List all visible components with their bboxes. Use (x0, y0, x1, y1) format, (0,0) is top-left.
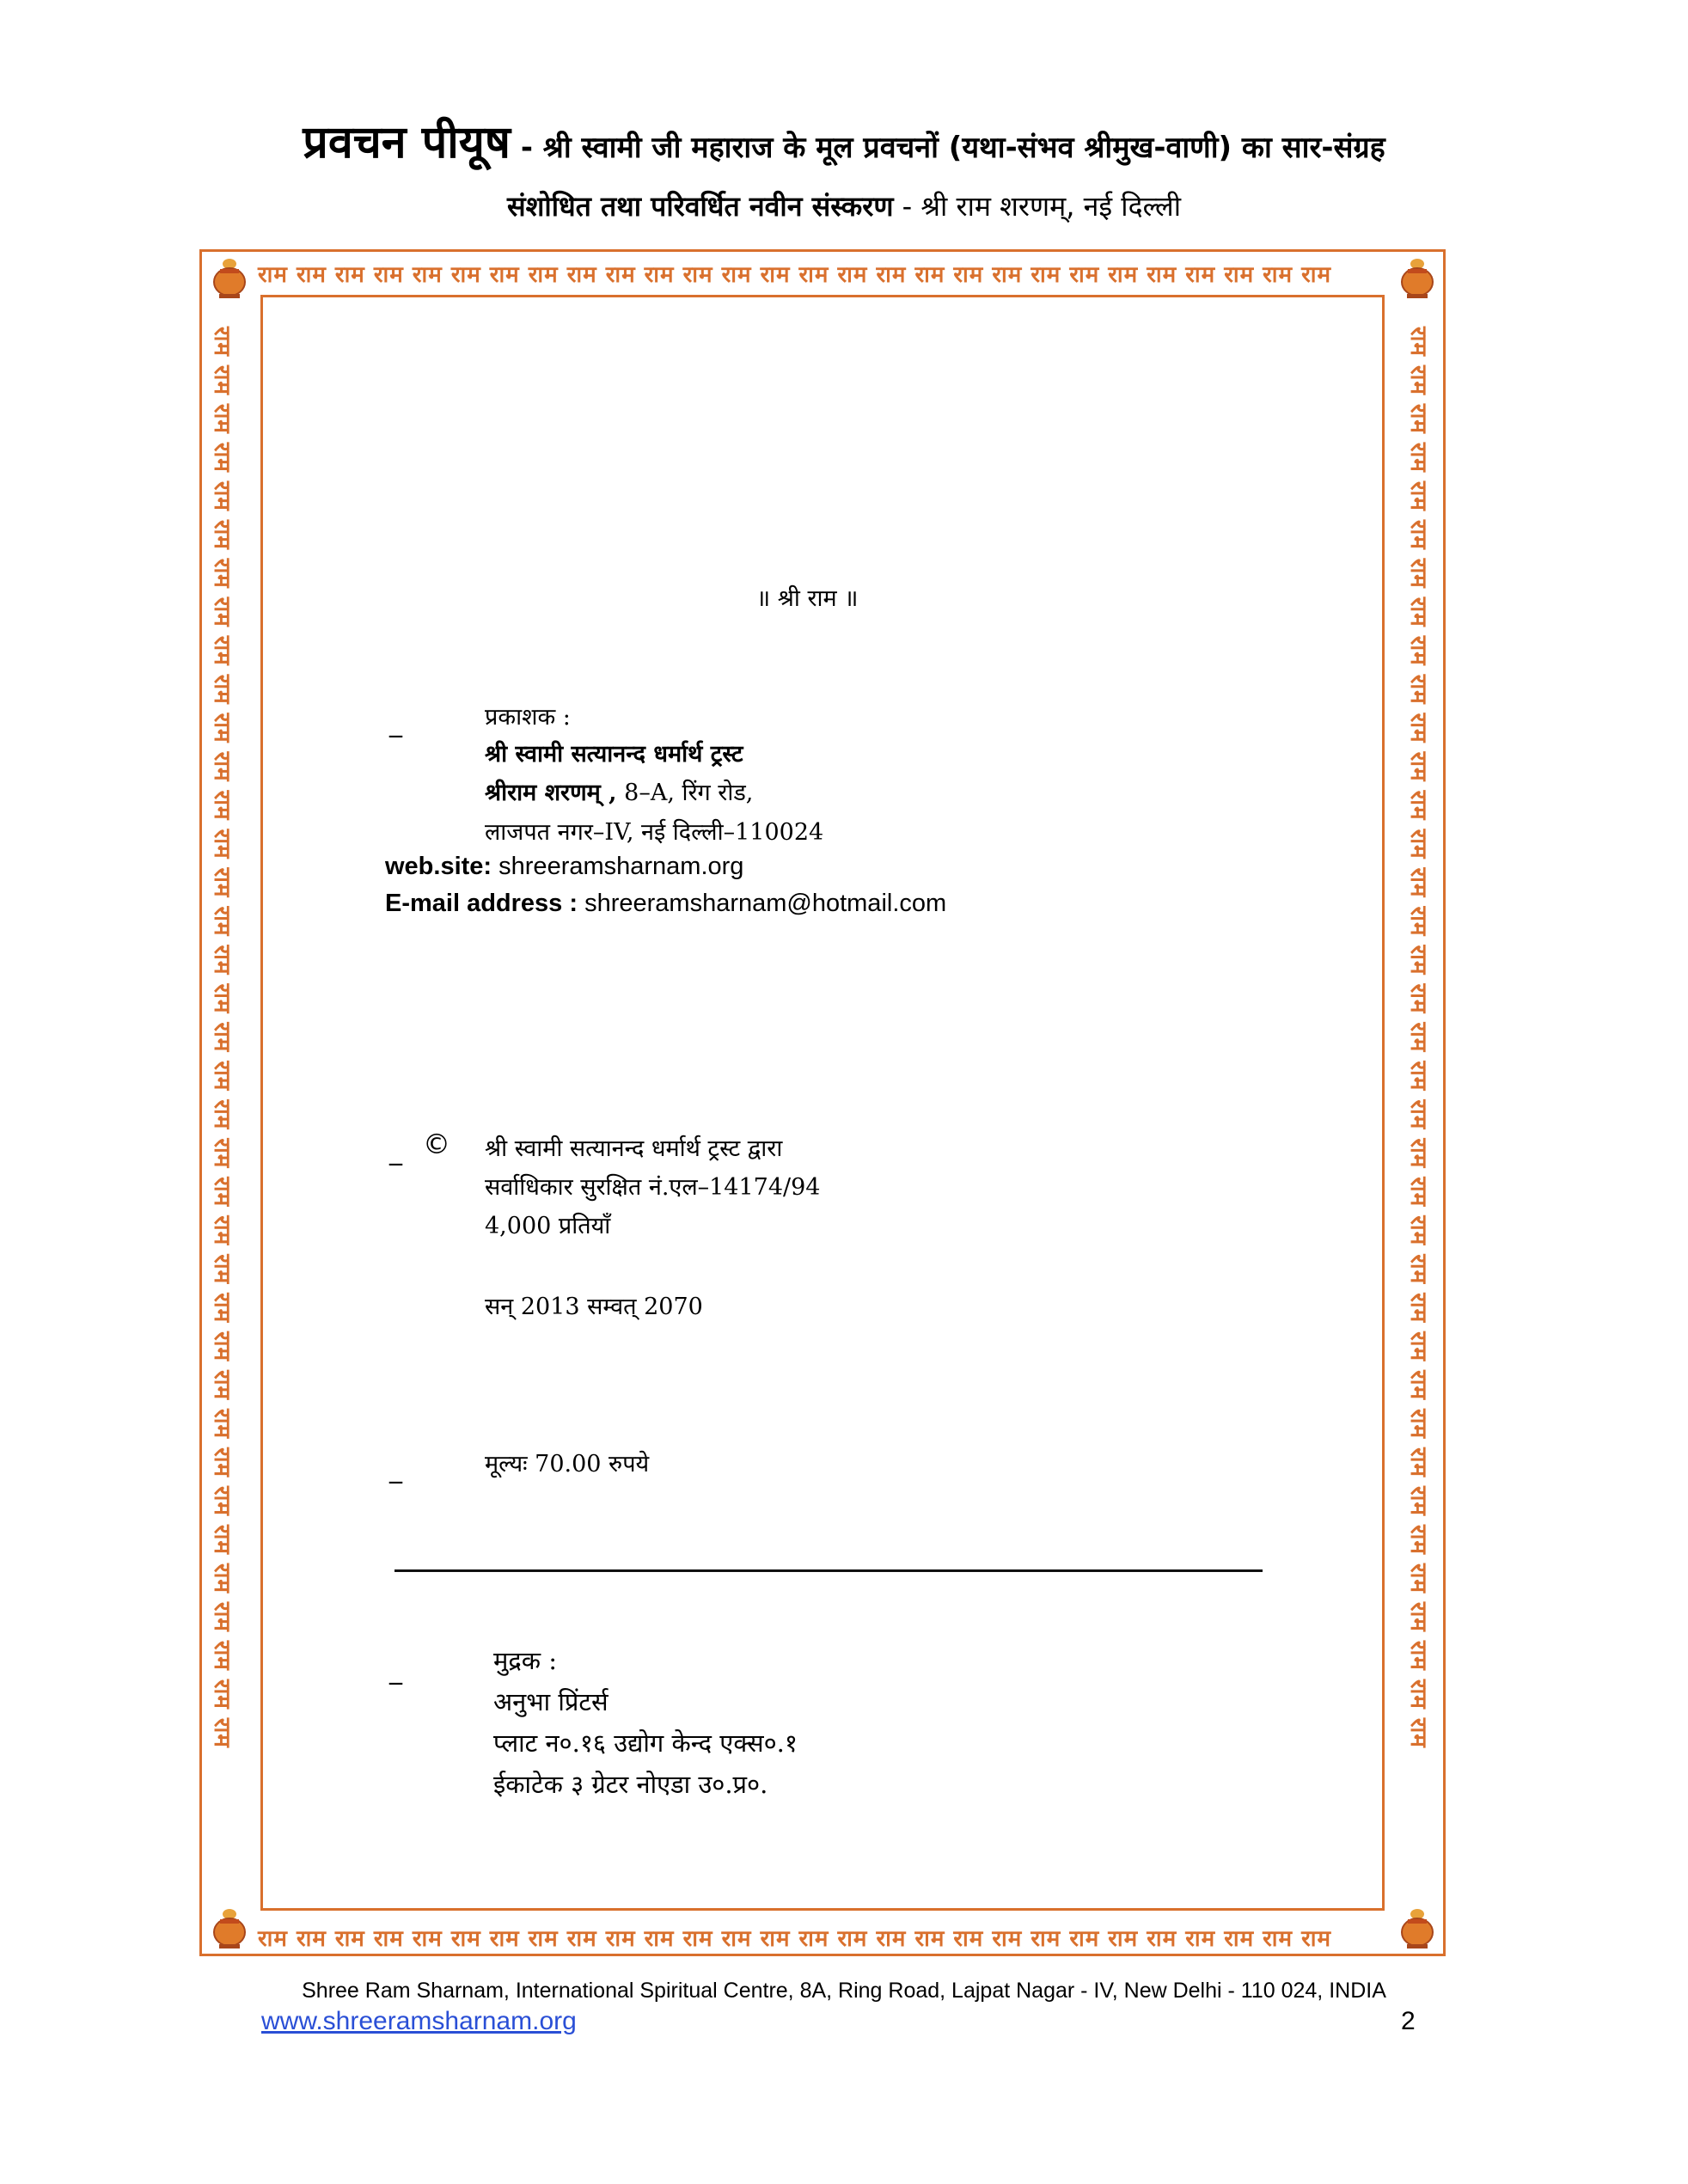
bullet-dash: _ (389, 708, 402, 738)
footer-website-link[interactable]: www.shreeramsharnam.org (261, 2007, 577, 2035)
kalash-corner-icon (1394, 254, 1440, 301)
kalash-corner-icon (206, 254, 253, 301)
copyright-line1: श्री स्वामी सत्यानन्द धर्मार्थ ट्रस्ट द्वारा (485, 1135, 783, 1162)
printer-label: मुद्रक : (493, 1646, 558, 1675)
page-number: 2 (1401, 2007, 1416, 2035)
bullet-dash: _ (389, 1136, 402, 1166)
email-label: E-mail address : (385, 890, 578, 917)
publication-year: सन् 2013 सम्वत् 2070 (485, 1294, 703, 1320)
publisher-address-line1 (485, 775, 753, 807)
publisher-name: श्री स्वामी सत्यानन्द धर्मार्थ ट्रस्ट (485, 741, 743, 768)
title-separator: - (511, 131, 543, 165)
printer-address-line1: प्लाट न०.१६ उद्योग केन्द एक्स०.१ (493, 1728, 798, 1758)
inner-border-frame (260, 295, 1385, 1911)
address-street: 8–A, रिंग रोड, (616, 780, 754, 806)
kalash-corner-icon (206, 1905, 253, 1951)
email-value: shreeramsharnam@hotmail.com (578, 890, 947, 917)
copyright-line2: सर्वाधिकार सुरक्षित नं.एल–14174/94 (485, 1174, 821, 1201)
book-subtitle: श्री स्वामी जी महाराज के मूल प्रवचनों (यथा-संभव श्रीमुख-वाणी) का सार-संग्रह (542, 131, 1385, 165)
bullet-dash: _ (389, 1655, 402, 1685)
edition-label: संशोधित तथा परिवर्धित नवीन संस्करण (507, 190, 894, 223)
website-label: web.site: (385, 853, 492, 880)
border-top-ram-text: राम राम राम राम राम राम राम राम राम राम राम राम राम राम राम राम राम राम राम राम राम राम राम राम राम राम राम राम (258, 262, 1332, 288)
page-header-title (0, 110, 1688, 171)
printer-address-line2: ईकाटेक ३ ग्रेटर नोएडा उ०.प्र०. (493, 1770, 768, 1799)
border-right-ram-text: राम राम राम राम राम राम राम राम राम राम राम राम राम राम राम राम राम राम राम राम राम राम राम राम राम राम राम राम राम राम राम राम राम राम राम राम राम (1405, 327, 1431, 1748)
printer-name: अनुभा प्रिंटर्स (493, 1687, 609, 1716)
copyright-symbol: © (423, 1128, 450, 1160)
horizontal-divider (394, 1569, 1263, 1572)
publisher-label: प्रकाशक : (485, 704, 571, 731)
website-value: shreeramsharnam.org (492, 853, 744, 880)
edition-line (0, 187, 1688, 224)
invocation-text: ॥ श्री राम ॥ (756, 585, 859, 612)
copies-count: 4,000 प्रतियाँ (485, 1213, 611, 1239)
email-line (385, 890, 946, 918)
book-title: प्रवचन पीयूष (303, 117, 511, 168)
edition-publisher: - श्री राम शरणम्, नई दिल्ली (893, 190, 1181, 223)
website-line (385, 853, 743, 881)
bullet-dash: _ (389, 1454, 402, 1484)
border-bottom-ram-text: राम राम राम राम राम राम राम राम राम राम राम राम राम राम राम राम राम राम राम राम राम राम राम राम राम राम राम राम (258, 1926, 1332, 1952)
footer-address: Shree Ram Sharnam, International Spiritual Centre, 8A, Ring Road, Lajpat Nagar - IV, New Delhi - 110 024, INDIA (302, 1979, 1386, 2003)
kalash-corner-icon (1394, 1905, 1440, 1951)
price-text: मूल्यः 70.00 रुपये (485, 1451, 650, 1477)
address-org-name: श्रीराम शरणम् , (485, 780, 617, 806)
border-left-ram-text: राम राम राम राम राम राम राम राम राम राम राम राम राम राम राम राम राम राम राम राम राम राम राम राम राम राम राम राम राम राम राम राम राम राम राम राम राम (209, 327, 235, 1748)
publisher-address-line2: लाजपत नगर–IV, नई दिल्ली–110024 (485, 819, 824, 846)
